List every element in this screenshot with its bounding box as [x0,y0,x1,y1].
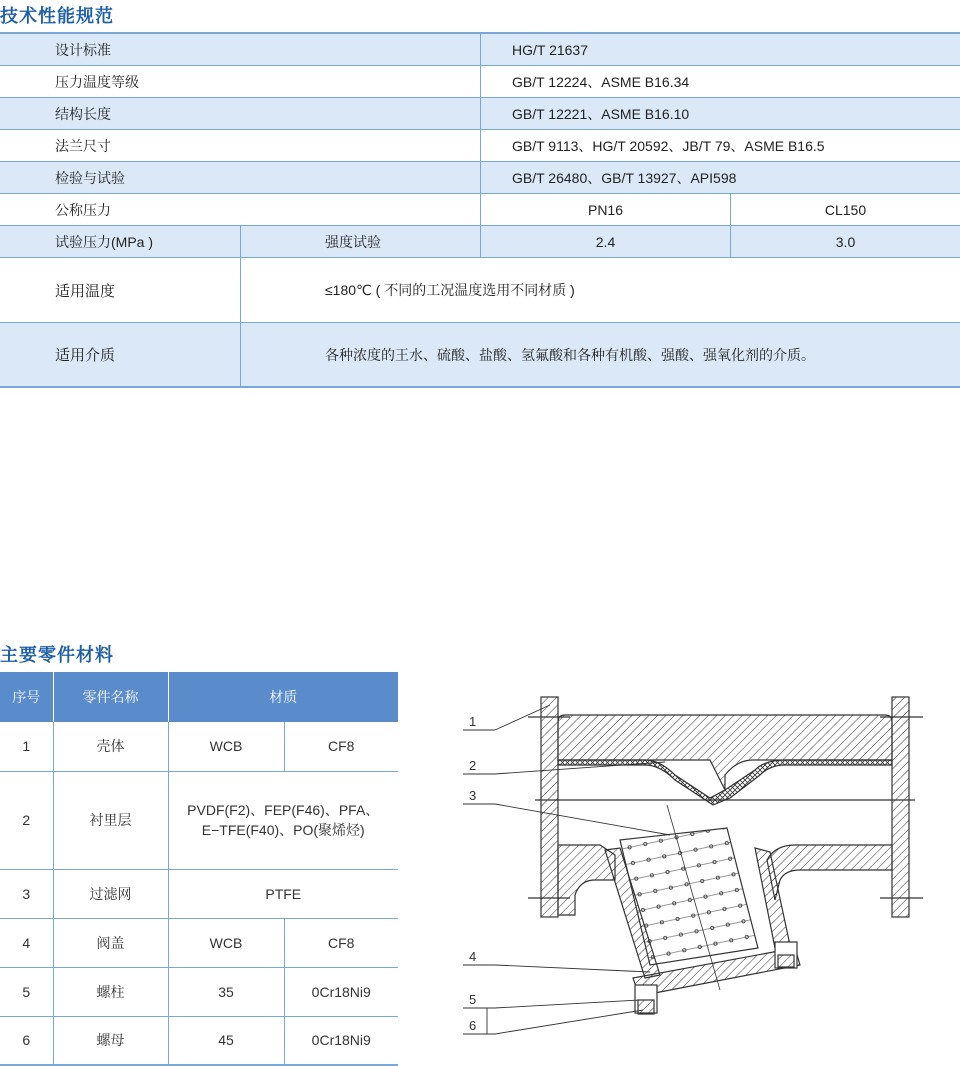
part-material-2: CF8 [284,918,398,967]
parts-table [0,672,398,1066]
part-no: 3 [0,869,53,918]
spec-label: 法兰尺寸 [55,137,111,154]
callout-1: 1 [469,714,477,729]
nut-right [778,955,794,967]
spec-label: 试验压力(MPa ) [55,233,153,250]
spec-value-cl: 3.0 [835,233,856,250]
spec-value: ≤180℃ ( 不同的工况温度选用不同材质 ) [325,282,575,298]
table-row [0,869,398,918]
header-name: 零件名称 [53,672,168,722]
part-material-1: 35 [168,967,284,1016]
part-name: 衬里层 [53,771,168,869]
callout-3: 3 [469,788,477,803]
part-material-2: 0Cr18Ni9 [284,967,398,1016]
part-no: 2 [0,771,53,869]
spec-value: GB/T 12221、ASME B16.10 [512,105,690,122]
spec-value-cl: CL150 [824,201,867,218]
spec-label: 适用温度 [55,282,116,300]
spec-value-pn: 2.4 [595,233,616,250]
spec-row-pressure-temp [0,66,960,98]
table-row [0,918,398,967]
left-flange [541,697,558,917]
part-name: 螺柱 [53,967,168,1016]
part-no: 6 [0,1016,53,1065]
part-name: 螺母 [53,1016,168,1065]
spec-row-test-pressure [0,226,960,258]
part-material: PTFE [168,869,398,918]
spec-label: 适用介质 [55,347,116,364]
part-no: 1 [0,722,53,771]
spec-value: GB/T 9113、HG/T 20592、JB/T 79、ASME B16.5 [512,137,825,154]
spec-table [0,32,960,388]
part-material-2: 0Cr18Ni9 [284,1016,398,1065]
part-name: 壳体 [53,722,168,771]
right-flange [892,697,909,917]
part-material-1: WCB [168,722,284,771]
callout-4: 4 [469,949,477,964]
nut-left [638,1000,654,1014]
spec-row-flange [0,130,960,162]
spec-label: 检验与试验 [55,169,125,186]
spec-value-pn: PN16 [587,201,624,218]
spec-label: 设计标准 [55,41,111,58]
spec-row-nominal-pressure [0,194,960,226]
part-name: 过滤网 [53,869,168,918]
spec-row-medium [0,323,960,388]
spec-sublabel: 强度试验 [325,233,381,250]
table-row [0,1016,398,1065]
spec-section-title: 技术性能规范 [0,6,114,26]
valve-cross-section-drawing [455,680,935,1040]
parts-header-row [0,672,398,722]
table-row [0,967,398,1016]
spec-value: HG/T 21637 [512,41,589,58]
spec-value: GB/T 12224、ASME B16.34 [512,73,690,90]
callout-6: 6 [469,1018,477,1033]
part-name: 阀盖 [53,918,168,967]
body-lower-right [767,845,892,900]
spec-row-inspection [0,162,960,194]
part-material-1: 45 [168,1016,284,1065]
spec-row-temperature [0,258,960,323]
header-no: 序号 [0,672,53,722]
spec-label: 压力温度等级 [55,73,139,90]
callout-5: 5 [469,992,477,1007]
spec-value: 各种浓度的王水、硫酸、盐酸、氢氟酸和各种有机酸、强酸、强氧化剂的介质。 [325,346,815,363]
spec-label: 结构长度 [55,105,111,122]
part-material-2: CF8 [284,722,398,771]
table-row [0,771,398,869]
header-material: 材质 [168,672,398,722]
part-no: 5 [0,967,53,1016]
callout-2: 2 [469,758,477,773]
table-row [0,722,398,771]
part-material-1: WCB [168,918,284,967]
part-no: 4 [0,918,53,967]
spec-row-design-standard [0,34,960,66]
part-material: PVDF(F2)、FEP(F46)、PFA、E−TFE(F40)、PO(聚烯烃) [168,771,398,869]
spec-value: GB/T 26480、GB/T 13927、API598 [512,169,737,186]
parts-section-title: 主要零件材料 [0,645,114,665]
spec-row-length [0,98,960,130]
spec-label: 公称压力 [55,201,111,218]
body-upper [558,715,892,790]
